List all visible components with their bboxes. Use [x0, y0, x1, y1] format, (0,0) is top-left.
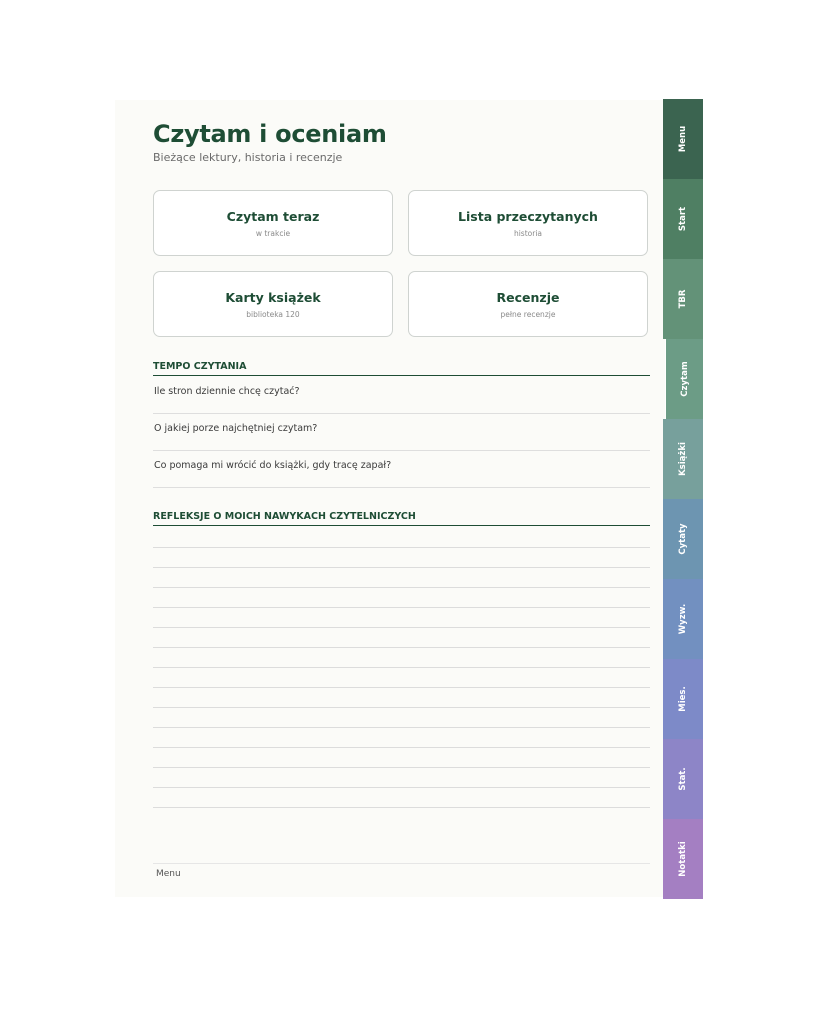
tab-label: Wyzw. — [678, 603, 688, 635]
tab-label: Start — [678, 206, 688, 232]
card-title: Lista przeczytanych — [458, 209, 598, 224]
page-subtitle: Bieżące lektury, historia i recenzje — [153, 151, 343, 164]
tab-statystyki[interactable] — [663, 739, 703, 819]
writing-line[interactable] — [153, 528, 650, 548]
card-title: Czytam teraz — [226, 209, 320, 224]
writing-line[interactable] — [153, 728, 650, 748]
writing-line[interactable] — [153, 788, 650, 808]
tab-cytaty[interactable] — [663, 499, 703, 579]
tab-label: Stat. — [678, 767, 688, 791]
tab-notatki[interactable] — [663, 819, 703, 899]
writing-line[interactable] — [153, 748, 650, 768]
card-reviews[interactable] — [408, 271, 648, 337]
tab-czytam[interactable] — [666, 339, 703, 419]
page-title: Czytam i oceniam — [153, 120, 387, 148]
tab-label: Książki — [678, 442, 688, 476]
side-tabs — [663, 99, 703, 899]
card-book-cards[interactable] — [153, 271, 393, 337]
writing-line[interactable] — [153, 548, 650, 568]
tab-start[interactable] — [663, 179, 703, 259]
tab-label: Notatki — [678, 841, 688, 877]
tab-label: TBR — [678, 289, 688, 309]
tab-label: Czytam — [679, 361, 690, 397]
section-reflections-heading: REFLEKSJE O MOICH NAWYKACH CZYTELNICZYCH — [153, 511, 650, 526]
question-motivation[interactable]: Co pomaga mi wrócić do książki, gdy tracę zapał? — [153, 451, 650, 488]
card-subtitle: historia — [513, 229, 543, 238]
card-subtitle: biblioteka 120 — [246, 310, 300, 319]
writing-line[interactable] — [153, 628, 650, 648]
writing-line[interactable] — [153, 648, 650, 668]
footer-menu-link[interactable]: Menu — [156, 869, 181, 879]
tab-tbr[interactable] — [663, 259, 703, 339]
card-read-list[interactable] — [408, 190, 648, 256]
card-subtitle: w trakcie — [255, 229, 291, 238]
tab-ksiazki[interactable] — [663, 419, 703, 499]
writing-line[interactable] — [153, 608, 650, 628]
writing-line[interactable] — [153, 668, 650, 688]
card-title: Karty książek — [225, 290, 321, 305]
writing-line[interactable] — [153, 708, 650, 728]
tab-label: Mies. — [678, 686, 688, 712]
tab-wyzwania[interactable] — [663, 579, 703, 659]
planner-page — [115, 100, 665, 897]
tab-miesiace[interactable] — [663, 659, 703, 739]
question-pages-per-day[interactable]: Ile stron dziennie chcę czytać? — [153, 377, 650, 414]
writing-line[interactable] — [153, 688, 650, 708]
card-title: Recenzje — [496, 290, 560, 305]
card-reading-now[interactable] — [153, 190, 393, 256]
writing-line[interactable] — [153, 568, 650, 588]
tab-menu[interactable] — [663, 99, 703, 179]
tab-label: Menu — [678, 125, 688, 153]
reflection-lines[interactable] — [153, 528, 650, 808]
card-subtitle: pełne recenzje — [500, 310, 556, 319]
question-reading-time[interactable]: O jakiej porze najchętniej czytam? — [153, 414, 650, 451]
section-tempo-heading: TEMPO CZYTANIA — [153, 361, 650, 376]
footer-divider — [153, 863, 650, 864]
tab-label: Cytaty — [678, 523, 688, 555]
writing-line[interactable] — [153, 768, 650, 788]
writing-line[interactable] — [153, 588, 650, 608]
